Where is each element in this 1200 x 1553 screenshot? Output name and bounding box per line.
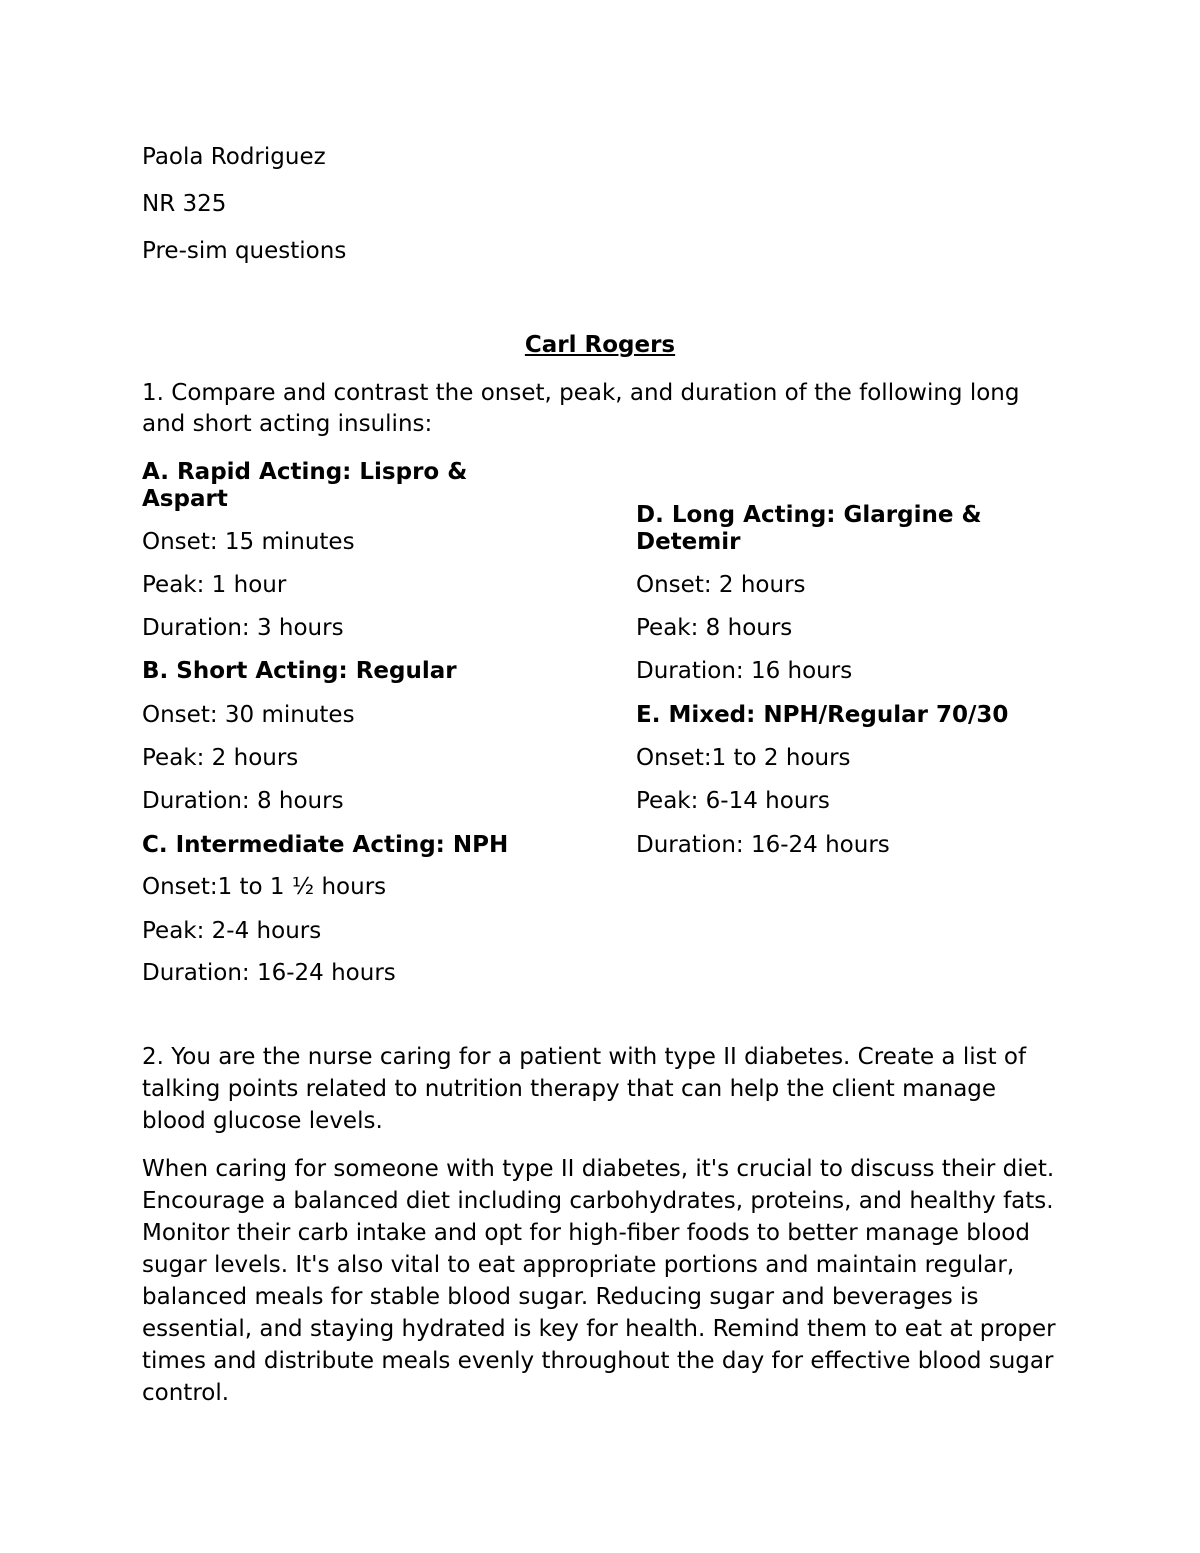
question2-prompt: [142, 1041, 1062, 1137]
insulin-c-duration: Duration: 16-24 hours: [142, 960, 396, 986]
insulin-c-heading: C. Intermediate Acting: NPH: [142, 832, 509, 858]
insulin-b-heading: B. Short Acting: Regular: [142, 658, 457, 684]
assignment-title: Pre-sim questions: [142, 238, 347, 264]
insulin-d-heading-line2: Detemir: [636, 529, 741, 555]
insulin-d-peak: Peak: 8 hours: [636, 615, 793, 641]
document-title: Carl Rogers: [524, 332, 676, 358]
insulin-b-onset: Onset: 30 minutes: [142, 702, 355, 728]
course-code: NR 325: [142, 191, 227, 217]
insulin-b-peak: Peak: 2 hours: [142, 745, 299, 771]
insulin-a-heading-line2: Aspart: [142, 486, 228, 512]
insulin-a-onset: Onset: 15 minutes: [142, 529, 355, 555]
insulin-e-onset: Onset:1 to 2 hours: [636, 745, 851, 771]
student-name: Paola Rodriguez: [142, 144, 326, 170]
insulin-c-onset: Onset:1 to 1 ½ hours: [142, 874, 387, 900]
insulin-c-peak: Peak: 2-4 hours: [142, 918, 322, 944]
insulin-a-heading-line1: A. Rapid Acting: Lispro &: [142, 459, 468, 485]
insulin-a-duration: Duration: 3 hours: [142, 615, 344, 641]
insulin-d-duration: Duration: 16 hours: [636, 658, 853, 684]
question2-answer-text: When caring for someone with type II diabetes, it's crucial to discuss their diet. Encourage a balanced diet including carbohydrates, proteins, and healthy fats. Monitor their carb intake and opt for high-fiber foods to better manage blood sugar levels. It's also vital to eat appropriate portions and maintain regular, balanced meals for stable blood sugar. Reducing sugar and beverages is essential, and staying hydrated is key for health. Remind them to eat at proper times and distribute meals evenly throughout the day for effective blood sugar control.: [142, 1156, 1056, 1406]
question2-prompt-text: 2. You are the nurse caring for a patient with type II diabetes. Create a list of talking points related to nutrition therapy that can help the client manage blood glucose levels.: [142, 1044, 1027, 1134]
insulin-d-onset: Onset: 2 hours: [636, 572, 806, 598]
question1-prompt-line2: and short acting insulins:: [142, 411, 433, 437]
question2-answer: [142, 1153, 1062, 1409]
insulin-e-heading: E. Mixed: NPH/Regular 70/30: [636, 702, 1009, 728]
insulin-a-peak: Peak: 1 hour: [142, 572, 287, 598]
insulin-e-duration: Duration: 16-24 hours: [636, 832, 890, 858]
question1-prompt-line1: 1. Compare and contrast the onset, peak, and duration of the following long: [142, 380, 1020, 406]
insulin-b-duration: Duration: 8 hours: [142, 788, 344, 814]
insulin-e-peak: Peak: 6-14 hours: [636, 788, 830, 814]
insulin-d-heading-line1: D. Long Acting: Glargine &: [636, 502, 982, 528]
